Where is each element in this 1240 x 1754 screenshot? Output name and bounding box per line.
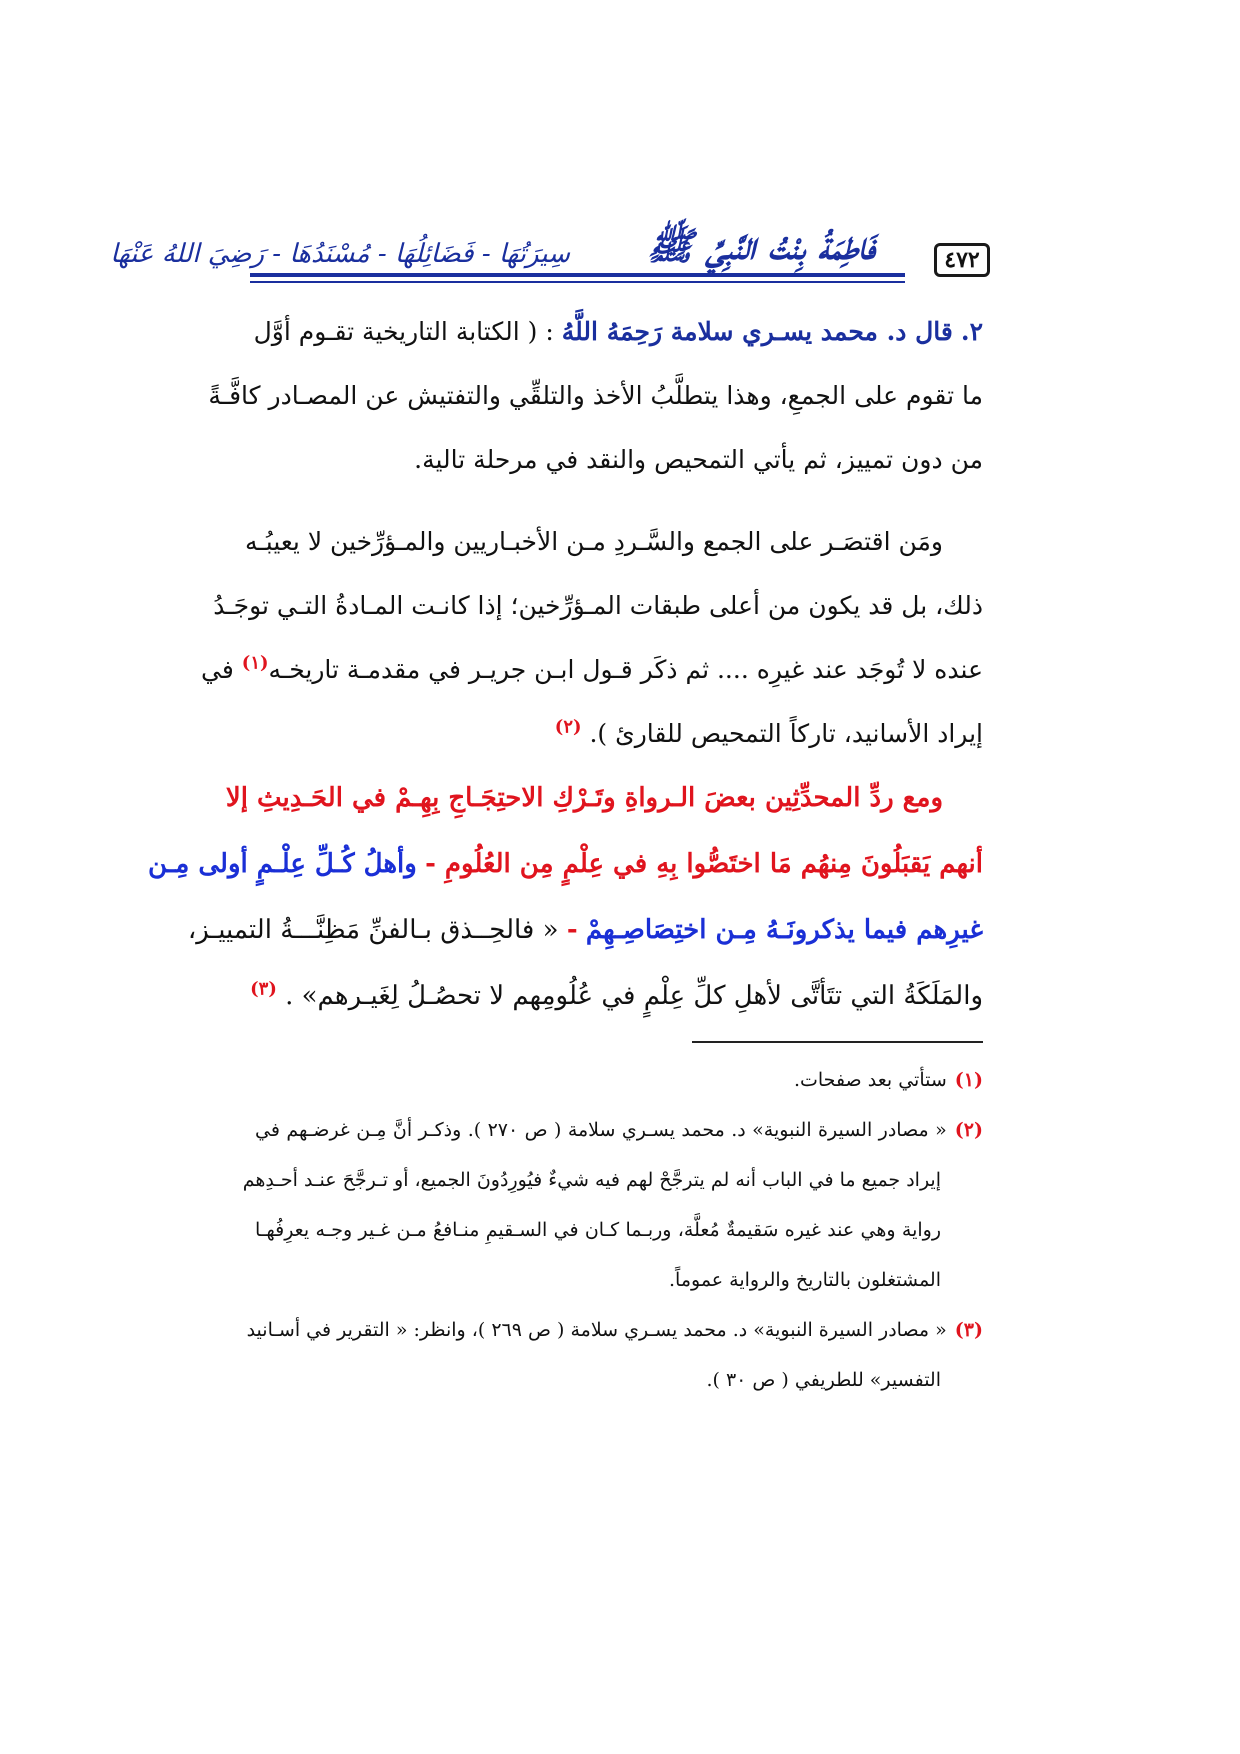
paragraph-line [250, 963, 983, 1029]
footnote-3 [246, 1305, 983, 1355]
paragraph-line [255, 702, 983, 766]
red-text: أنهم يَقبَلُونَ مِنهُم مَا اختَصُّوا بِهِ في عِلْمٍ مِن العُلُومِ - [425, 849, 983, 879]
paragraph-line: ما تقوم على الجمعِ، وهذا يتطلَّبُ الأخذ والتلقِّي والتفتيش عن المصـادر كافَّـةً [208, 381, 983, 410]
footnote-text: ستأتي بعد صفحات. [793, 1069, 947, 1091]
red-text: - [566, 915, 578, 945]
footnotes [242, 1055, 983, 1405]
paragraph-text: : ( الكتابة التاريخية تقـوم أوَّل [253, 317, 554, 346]
speaker-name: قال د. محمد يسـري سلامة رَحِمَهُ اللَّهُ [561, 317, 953, 346]
paragraph-text: والمَلَكَةُ التي تتَأتَّى لأهلِ كلِّ عِلْمٍ في عُلُومِهم لا تحصُـلُ لِغَيـرهم» . [285, 981, 983, 1011]
header-rule [250, 273, 905, 277]
paragraph-text: عنده لا تُوجَد عند غيرِه .... ثم ذكَر قـول ابـن جريـر في مقدمـة تاريخـه [268, 655, 983, 684]
footnote-text: « مصادر السيرة النبوية» د. محمد يسـري سلامة ( ص ٢٧٠ ). وذكـر أنَّ مِـن غرضـهم في [255, 1119, 947, 1141]
footnote-reference[interactable]: (٢) [554, 716, 582, 738]
paragraph-line [201, 638, 983, 702]
book-title: فَاطِمَةُ بِنْتُ النَّبِيِّ ﷺ [647, 223, 875, 268]
footnote-line: رواية وهي عند غيره سَقيمةٌ مُعلَّة، وربـما كـان في السـقيمِ منـافعُ مـن غـير وجـه يعرِفُهـا [255, 1219, 941, 1241]
paragraph-line: ومَن اقتصَـر على الجمع والسَّـردِ مـن الأخبـاريين والمـؤرِّخين لا يعيبُـه [245, 527, 943, 556]
footnote-line: المشتغلون بالتاريخ والرواية عموماً. [669, 1269, 941, 1291]
page-number: ٤٧٢ [934, 243, 990, 277]
paragraph-line [187, 897, 983, 963]
paragraph-line-red: ومع ردِّ المحدِّثِين بعضَ الـرواةِ وتَـرْكِ الاحتِجَـاجِ بِهِـمْ في الحَـدِيثِ إلا [225, 783, 943, 813]
blue-text: وأهلُ كُـلِّ عِلْـمٍ أولى مِـن [147, 849, 417, 879]
footnote-reference[interactable]: (١) [241, 652, 269, 674]
paragraph-number: ٢. [960, 317, 983, 346]
paragraph-1 [208, 300, 983, 492]
footnote-line: التفسير» للطريفي ( ص ٣٠ ). [706, 1369, 941, 1391]
paragraph-line [255, 300, 983, 364]
paragraph-line: ذلك، بل قد يكون من أعلى طبقات المـؤرِّخين؛ إذا كانـت المـادةُ التـي توجَـدُ [213, 591, 983, 620]
footnote-1 [255, 1055, 983, 1105]
paragraph-text: إيراد الأسانيد، تاركاً التمحيص للقارئ ). [589, 719, 983, 748]
footnote-separator [692, 1041, 983, 1043]
footnote-2 [255, 1105, 983, 1155]
paragraph-3 [147, 765, 983, 1029]
footnote-text: « مصادر السيرة النبوية» د. محمد يسـري سلامة ( ص ٢٦٩ )، وانظر: « التقرير في أسـانيد [246, 1319, 947, 1341]
paragraph-line: من دون تمييز، ثم يأتي التمحيص والنقد في مرحلة تالية. [414, 445, 983, 474]
paragraph-text: « فالحِــذق بـالفنِّ مَظِنَّـــةُ التمييـز، [187, 915, 559, 945]
footnote-reference[interactable]: (٣) [250, 978, 277, 1000]
footnote-number: (٢) [954, 1119, 983, 1141]
header-rule-thin [250, 281, 905, 283]
paragraph-text: في [201, 655, 234, 684]
footnote-line: إيراد جميع ما في الباب أنه لم يترجَّحْ لهم فيه شيءٌ فيُورِدُونَ الجميع، أو تـرجَّحَ عنـد أحـدِهم [242, 1169, 941, 1191]
paragraph-line [147, 831, 983, 897]
blue-text: غيرِهم فيما يذكرونَـهُ مِـن اختِصَاصِـهِمْ [585, 915, 983, 945]
footnote-number: (٣) [954, 1319, 983, 1341]
paragraph-2 [201, 510, 983, 766]
footnote-number: (١) [954, 1069, 983, 1091]
book-subtitle: سِيرَتُهَا - فَضَائِلُهَا - مُسْنَدُهَا - رَضِيَ اللهُ عَنْهَا [110, 239, 570, 269]
